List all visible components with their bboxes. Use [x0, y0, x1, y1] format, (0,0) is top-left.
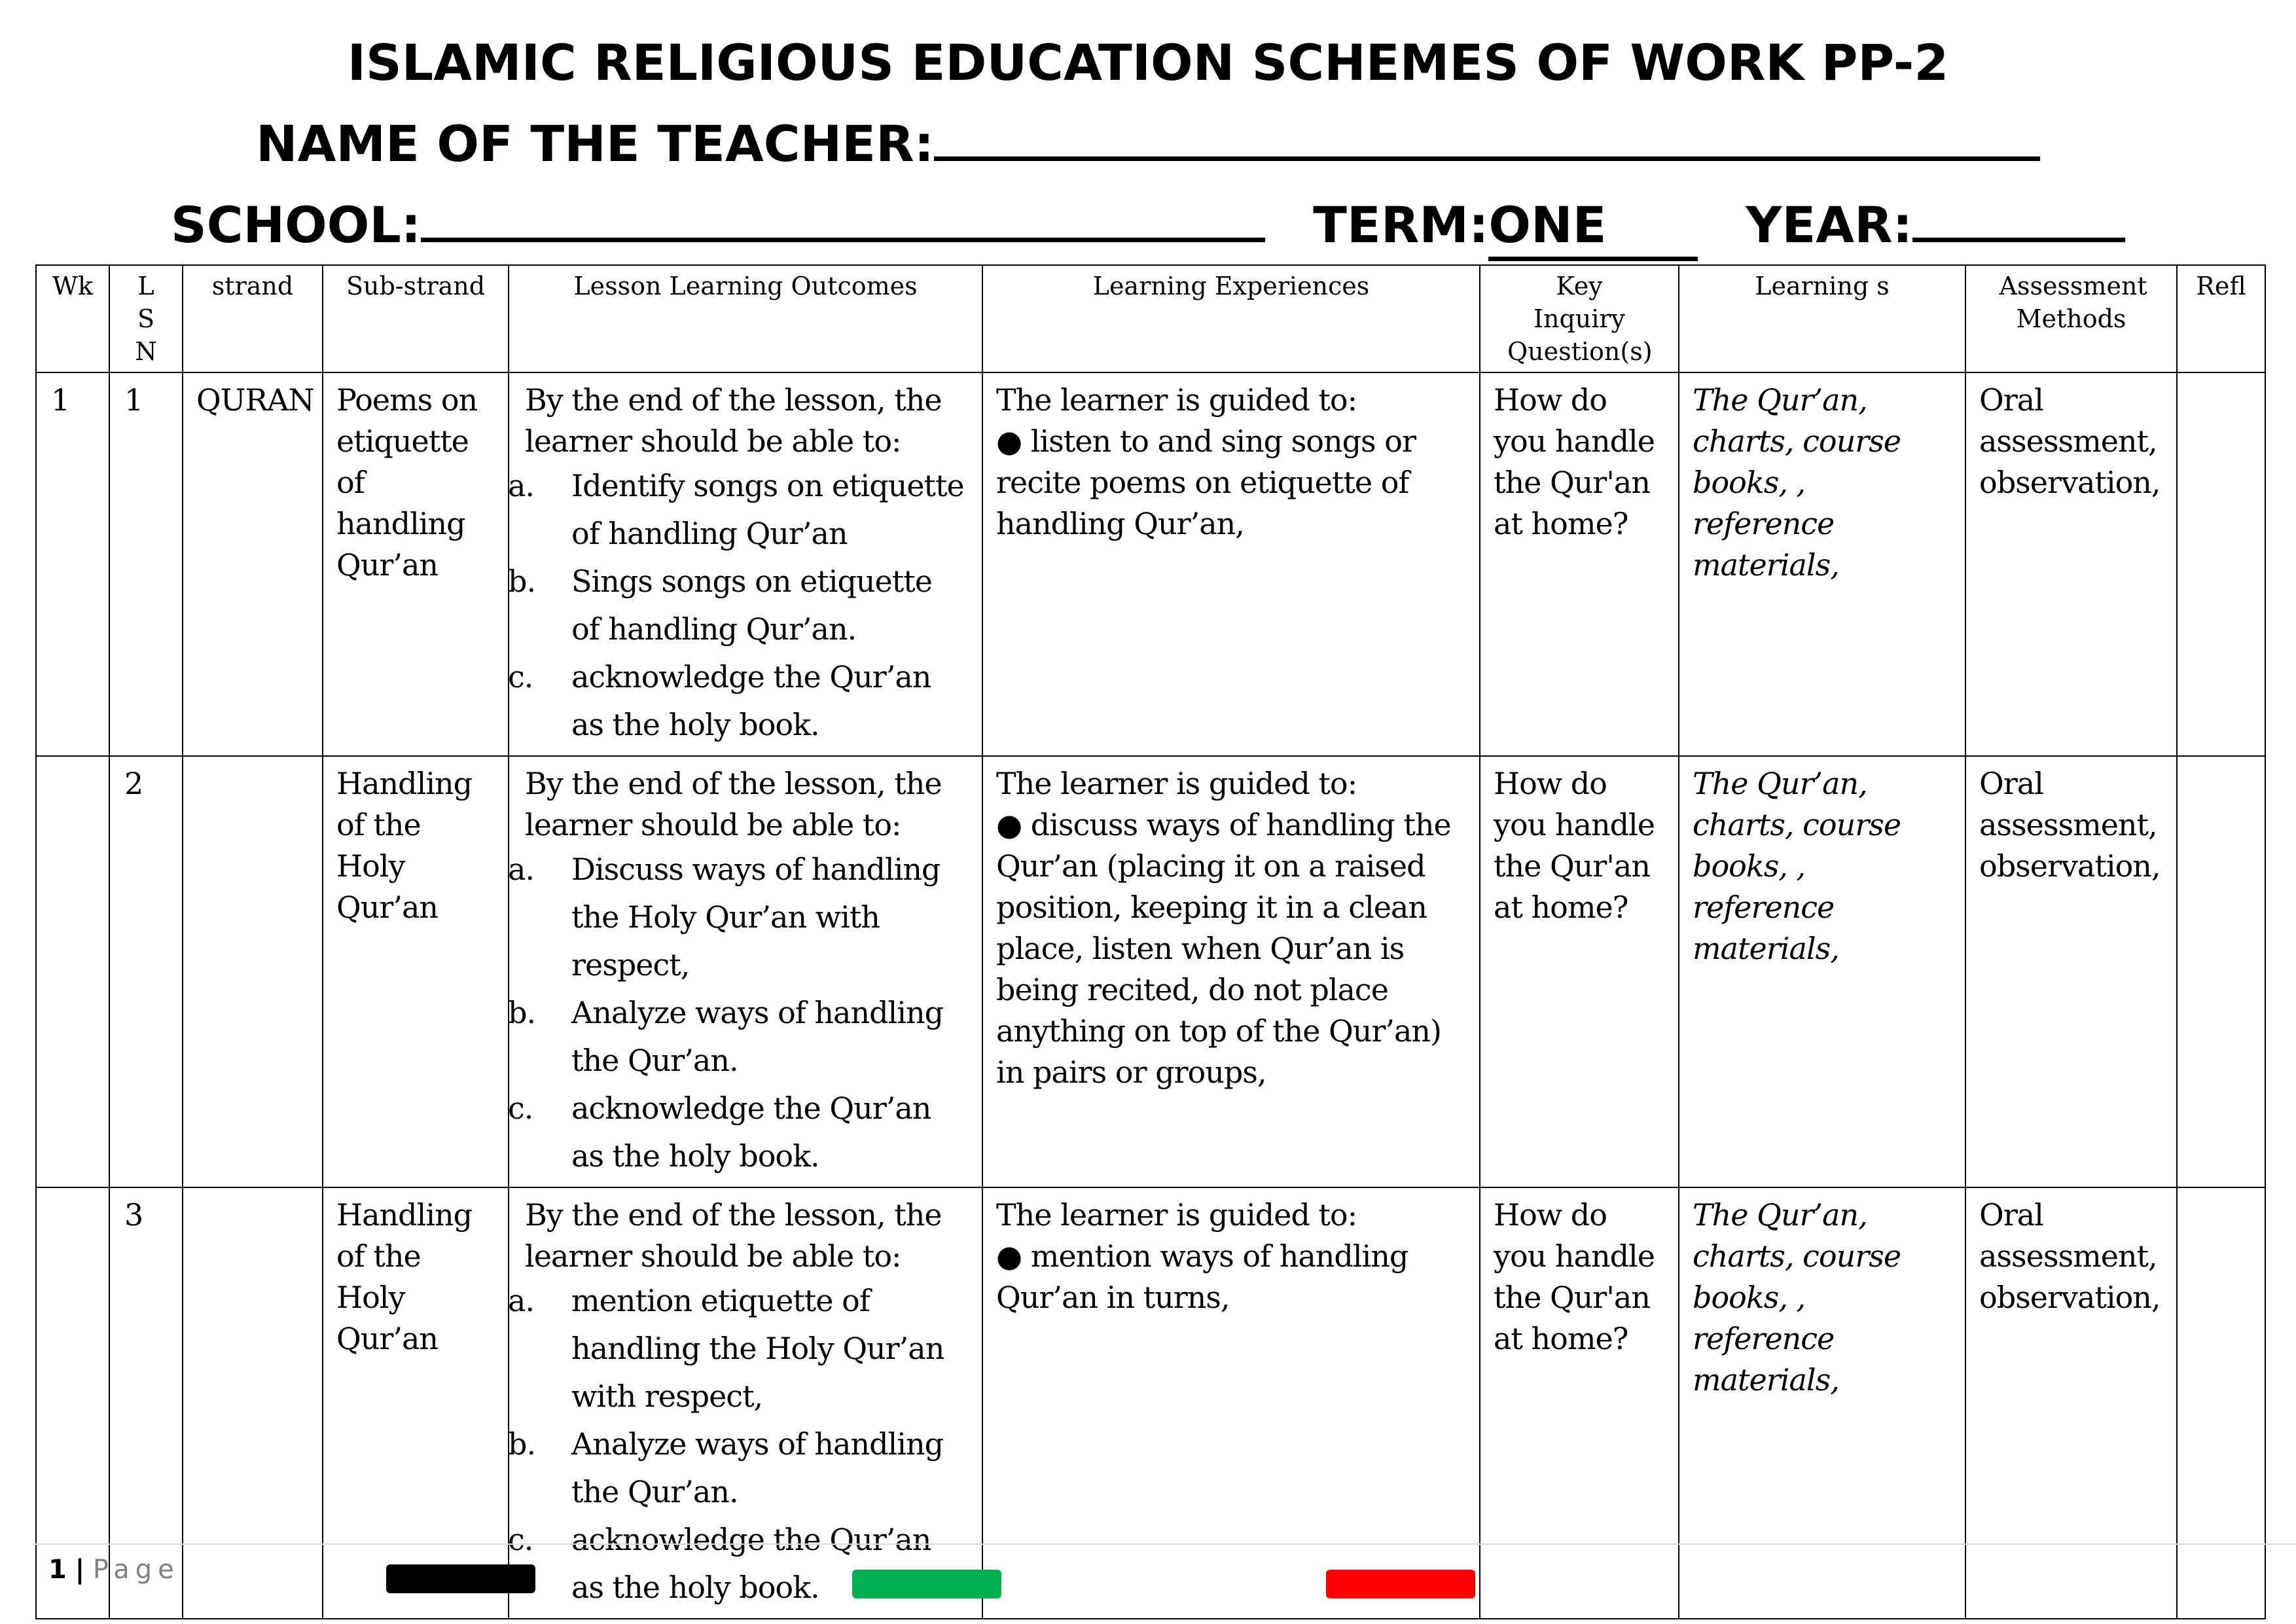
term-label: TERM:: [1313, 196, 1489, 254]
document-title: ISLAMIC RELIGIOUS EDUCATION SCHEMES OF WORK PP-2: [347, 33, 1949, 92]
footer-bar-red: [1326, 1570, 1475, 1598]
outcome-item: c. acknowledge the Qur’an as the holy book.: [508, 1091, 931, 1174]
cell-reflection[interactable]: [2177, 1187, 2265, 1619]
page-separator: |: [75, 1555, 85, 1585]
column-header-inquiry: Key Inquiry Question(s): [1480, 265, 1679, 372]
column-header-substrand: Sub-strand: [323, 265, 509, 372]
outcome-item: b. Sings songs on etiquette of handling Qur’an.: [508, 564, 932, 647]
outcomes-intro: By the end of the lesson, the learner should be able to:: [525, 382, 942, 459]
column-header-reflection: Refl: [2177, 265, 2265, 372]
page-number: 1: [48, 1555, 67, 1585]
outcomes-intro: By the end of the lesson, the learner should be able to:: [525, 1197, 942, 1274]
outcomes-list: [508, 1277, 969, 1612]
outcome-item: a. Identify songs on etiquette of handling Qur’an: [508, 468, 964, 551]
cell-substrand: Handling of the Holy Qur’an: [323, 1187, 509, 1619]
scheme-of-work-table: [35, 264, 2266, 1619]
outcome-item: a. Discuss ways of handling the Holy Qur’an with respect,: [508, 852, 941, 983]
column-header-assessment: Assessment Methods: [1965, 265, 2177, 372]
cell-substrand: Poems on etiquette of handling Qur’an: [323, 372, 509, 756]
cell-experiences: [982, 756, 1480, 1187]
table-row: [36, 372, 2265, 756]
column-header-wk: Wk: [36, 265, 109, 372]
cell-strand: QURAN: [183, 372, 323, 756]
outcome-item: a. mention etiquette of handling the Holy Qur’an with respect,: [508, 1283, 944, 1414]
column-header-strand: strand: [183, 265, 323, 372]
page-word: Page: [92, 1555, 180, 1585]
school-name-blank[interactable]: [421, 201, 1265, 242]
teacher-label: NAME OF THE TEACHER:: [255, 115, 935, 173]
experiences-intro: The learner is guided to:: [996, 382, 1357, 418]
cell-lsn: 3: [109, 1187, 183, 1619]
experiences-text: ● discuss ways of handling the Qur’an (placing it on a raised position, keeping it in a clean place, listen when Qur’an is being recited, do not place anything on top of the Qur’an) in pairs or groups,: [996, 807, 1451, 1090]
school-term-year-line: [0, 194, 2296, 261]
cell-lsn: 1: [109, 372, 183, 756]
cell-resources: The Qur’an, charts, course books, , reference materials,: [1679, 372, 1965, 756]
cell-assessment: Oral assessment, observation,: [1965, 756, 2177, 1187]
cell-strand: [183, 1187, 323, 1619]
cell-resources: The Qur’an, charts, course books, , reference materials,: [1679, 1187, 1965, 1619]
teacher-name-blank[interactable]: [934, 120, 2040, 161]
cell-inquiry: How do you handle the Qur'an at home?: [1480, 372, 1679, 756]
school-label: SCHOOL:: [170, 196, 422, 254]
cell-experiences: [982, 1187, 1480, 1619]
cell-substrand: Handling of the Holy Qur’an: [323, 756, 509, 1187]
experiences-text: ● listen to and sing songs or recite poems on etiquette of handling Qur’an,: [996, 424, 1416, 541]
outcome-item: b. Analyze ways of handling the Qur’an.: [508, 1426, 944, 1509]
cell-outcomes: [509, 372, 982, 756]
year-label: YEAR:: [1746, 196, 1913, 254]
cell-strand: [183, 756, 323, 1187]
column-header-lsn: LS N: [109, 265, 183, 372]
cell-resources: The Qur’an, charts, course books, , reference materials,: [1679, 756, 1965, 1187]
page-number-label: [48, 1551, 180, 1588]
table-row: [36, 1187, 2265, 1619]
year-blank[interactable]: [1912, 201, 2125, 242]
cell-assessment: Oral assessment, observation,: [1965, 1187, 2177, 1619]
footer-bar-black: [386, 1564, 535, 1593]
footer-bar-green: [852, 1570, 1001, 1598]
outcome-item: c. acknowledge the Qur’an as the holy book.: [508, 1522, 931, 1605]
column-header-resources: Learning s: [1679, 265, 1965, 372]
experiences-intro: The learner is guided to:: [996, 1197, 1357, 1233]
outcome-item: b. Analyze ways of handling the Qur’an.: [508, 995, 944, 1078]
term-value[interactable]: ONE: [1488, 194, 1698, 261]
outcomes-intro: By the end of the lesson, the learner should be able to:: [525, 766, 942, 842]
cell-inquiry: How do you handle the Qur'an at home?: [1480, 756, 1679, 1187]
column-header-experiences: Learning Experiences: [982, 265, 1480, 372]
cell-inquiry: How do you handle the Qur'an at home?: [1480, 1187, 1679, 1619]
experiences-intro: The learner is guided to:: [996, 766, 1357, 801]
cell-outcomes: [509, 756, 982, 1187]
cell-experiences: [982, 372, 1480, 756]
outcomes-list: [508, 462, 969, 749]
teacher-name-line: [0, 113, 2296, 175]
footer-divider: [35, 1543, 2296, 1545]
column-header-outcomes: Lesson Learning Outcomes: [509, 265, 982, 372]
cell-assessment: Oral assessment, observation,: [1965, 372, 2177, 756]
cell-outcomes: [509, 1187, 982, 1619]
table-header-row: [36, 265, 2265, 372]
cell-reflection[interactable]: [2177, 372, 2265, 756]
outcome-item: c. acknowledge the Qur’an as the holy book.: [508, 659, 931, 742]
cell-wk: [36, 756, 109, 1187]
outcomes-list: [508, 846, 969, 1180]
cell-wk: 1: [36, 372, 109, 756]
cell-lsn: 2: [109, 756, 183, 1187]
cell-reflection[interactable]: [2177, 756, 2265, 1187]
table-row: [36, 756, 2265, 1187]
experiences-text: ● mention ways of handling Qur’an in turns,: [996, 1238, 1408, 1315]
